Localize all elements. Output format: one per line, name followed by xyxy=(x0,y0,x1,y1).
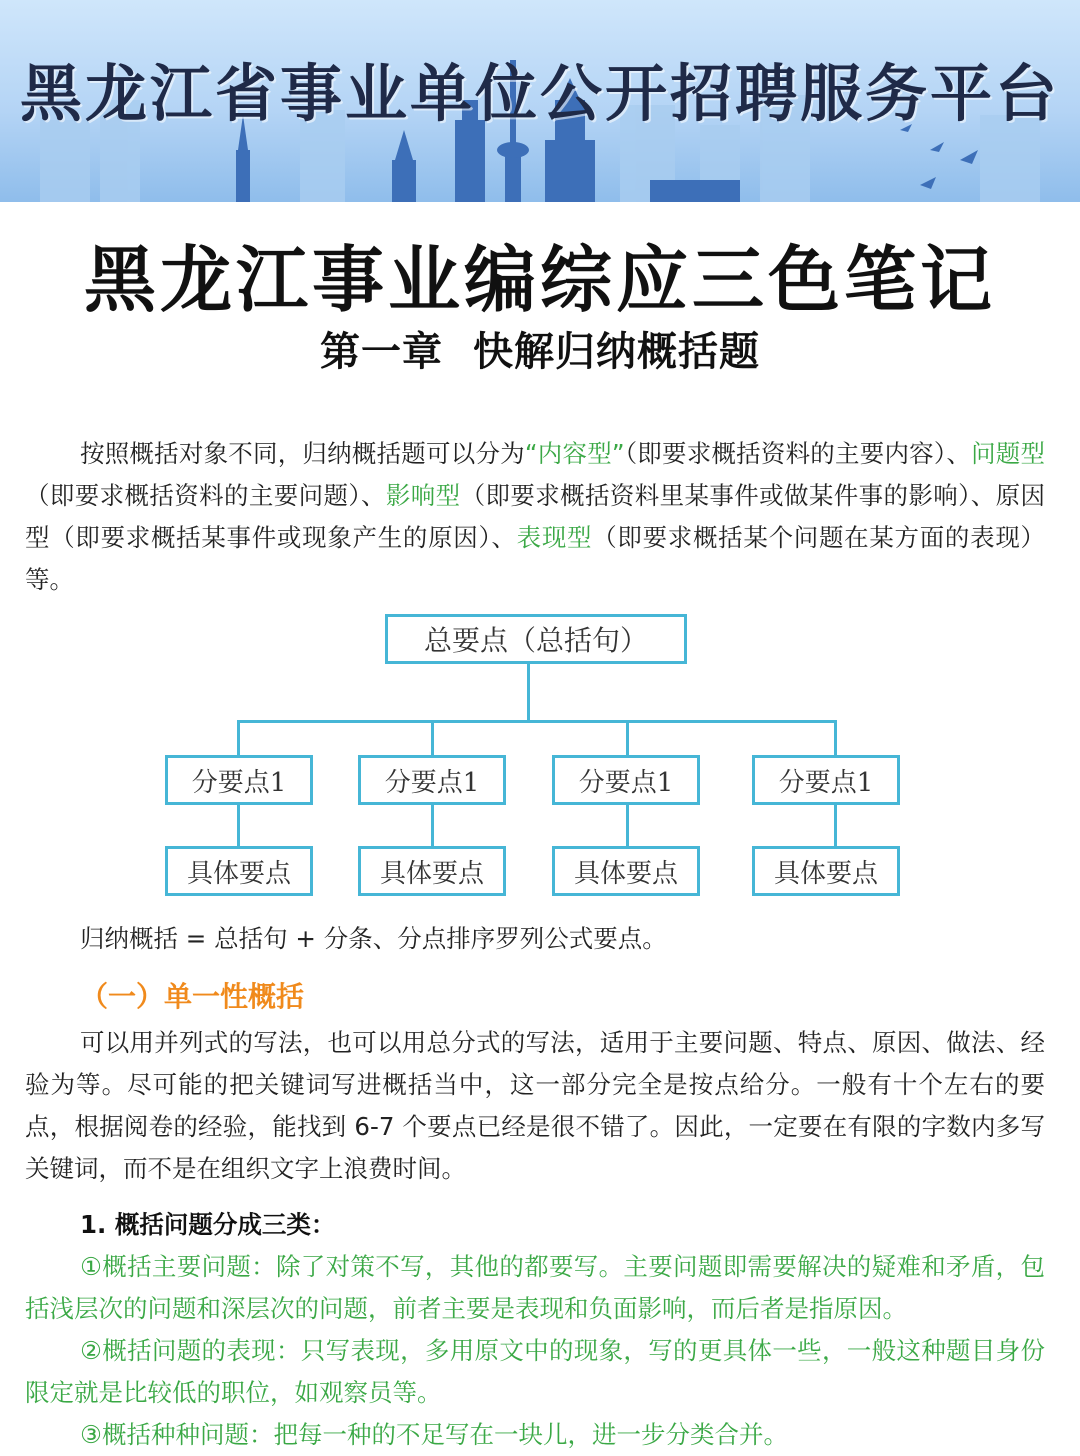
branch-connector xyxy=(431,720,434,755)
type-content: “内容型” xyxy=(524,439,625,468)
branch-connector xyxy=(626,720,629,755)
branch-label: 分要点1 xyxy=(191,767,287,798)
type-impact: 影响型 xyxy=(385,481,461,510)
detail-connector xyxy=(626,803,629,848)
formula-line: 归纳概括 = 总括句 + 分条、分点排序罗列公式要点。 xyxy=(80,924,667,953)
branch-connector xyxy=(834,720,837,755)
detail-connector xyxy=(237,803,240,848)
root-point-box xyxy=(385,614,687,664)
horizontal-connector xyxy=(237,720,837,723)
branch-label: 分要点1 xyxy=(384,767,480,798)
chapter-name: 快解归纳概括题 xyxy=(473,329,760,375)
type-manifestation: 表现型 xyxy=(516,523,593,552)
section-paragraph: 可以用并列式的写法，也可以用总分式的写法，适用于主要问题、特点、原因、做法、经验为等。尽可能的把关键词写进概括当中，这一部分完全是按点给分。一般有十个左右的要点，根据阅卷的经验，能找到 6-7 个要点已经是很不错了。因此，一定要在有限的字数内多写关键词，而不是在组织文字上浪费时间。 xyxy=(25,1028,1045,1183)
page-title: 黑龙江事业编综应三色笔记 xyxy=(83,238,996,322)
intro-text-3: （即要求概括资料的主要问题）、 xyxy=(25,481,386,510)
chapter-number: 第一章 xyxy=(320,329,443,375)
branch-box xyxy=(358,755,506,805)
detail-connector xyxy=(834,803,837,848)
detail-box xyxy=(165,846,313,896)
list-item: ①概括主要问题：除了对策不写，其他的都要写。主要问题即需要解决的疑难和矛盾，包括浅层次的问题和深层次的问题，前者主要是表现和负面影响，而后者是指原因。 xyxy=(25,1252,1045,1323)
branch-connector xyxy=(237,720,240,755)
list-item: ③概括种种问题：把每一种的不足写在一块儿，进一步分类合并。 xyxy=(80,1420,788,1449)
intro-text-2: （即要求概括资料的主要内容）、 xyxy=(624,439,972,468)
detail-box xyxy=(752,846,900,896)
branch-box xyxy=(752,755,900,805)
branch-box xyxy=(165,755,313,805)
root-point-label: 总要点（总括句） xyxy=(423,624,648,657)
detail-label: 具体要点 xyxy=(773,858,878,889)
intro-text-5: （即要求概括某个问题在某方面的表现）等。 xyxy=(25,523,1046,594)
intro-text-1: 按照概括对象不同，归纳概括题可以分为 xyxy=(80,439,525,468)
platform-title: 黑龙江省事业单位公开招聘服务平台 xyxy=(19,57,1060,130)
detail-label: 具体要点 xyxy=(573,858,678,889)
root-connector xyxy=(527,662,530,722)
section-heading: （一）单一性概括 xyxy=(80,980,305,1013)
detail-label: 具体要点 xyxy=(186,858,291,889)
intro-paragraph xyxy=(25,433,1045,601)
intro-text-4: （即要求概括资料里某事件或做某件事的影响）、原因型（即要求概括某事件或现象产生的原因）、 xyxy=(25,481,1046,552)
detail-label: 具体要点 xyxy=(379,858,484,889)
outline-diagram xyxy=(0,600,1080,910)
subsection-heading: 1. 概括问题分成三类： xyxy=(80,1210,336,1239)
detail-connector xyxy=(431,803,434,848)
detail-box xyxy=(358,846,506,896)
list-item: ②概括问题的表现：只写表现，多用原文中的现象，写的更具体一些，一般这种题目身份限定就是比较低的职位，如观察员等。 xyxy=(25,1336,1045,1407)
banner xyxy=(0,0,1080,202)
branch-label: 分要点1 xyxy=(778,767,874,798)
branch-label: 分要点1 xyxy=(578,767,674,798)
chapter-title xyxy=(0,320,1080,377)
detail-box xyxy=(552,846,700,896)
branch-box xyxy=(552,755,700,805)
type-problem: 问题型 xyxy=(971,439,1046,468)
